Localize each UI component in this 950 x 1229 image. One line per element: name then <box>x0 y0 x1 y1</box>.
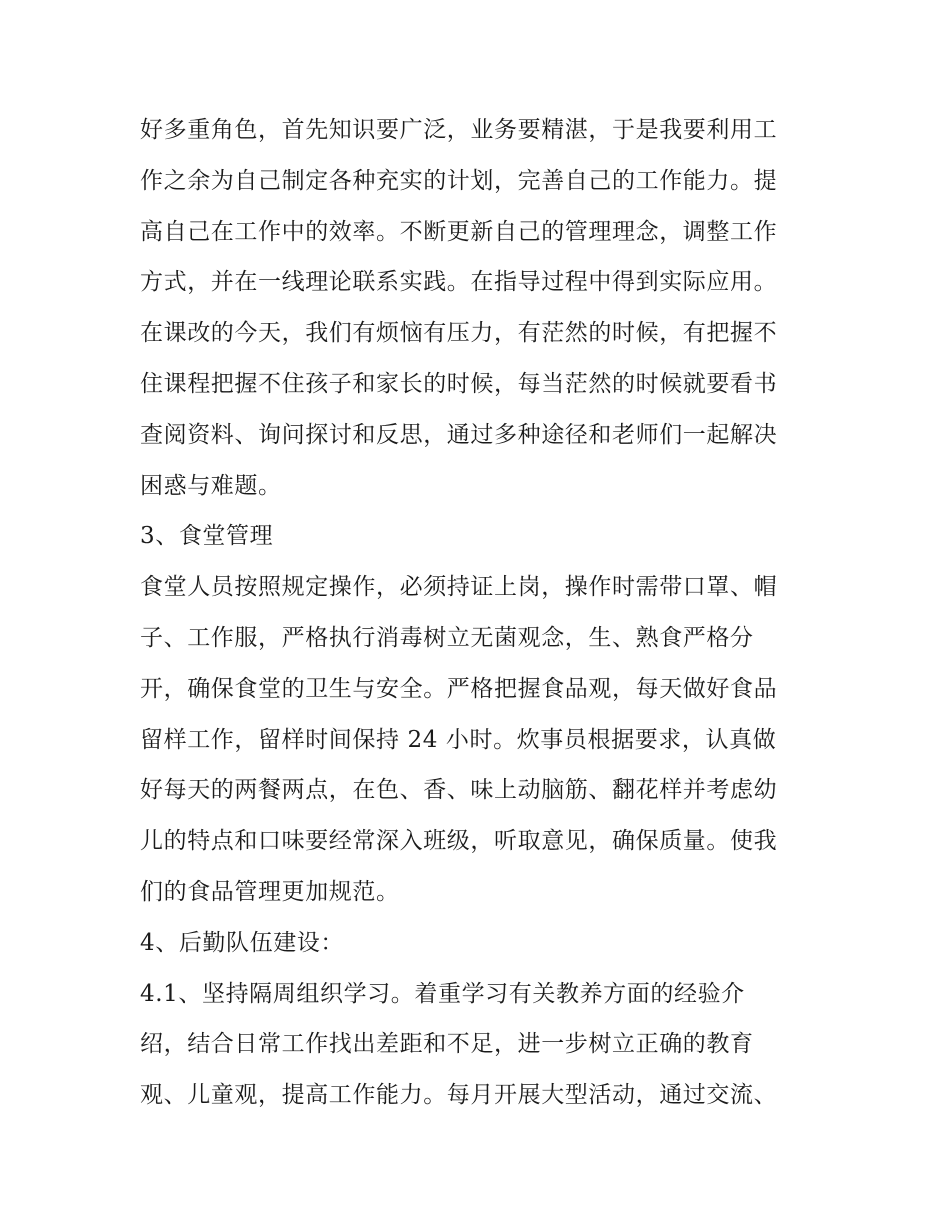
paragraph-line: 留样工作，留样时间保持 24 小时。炊事员根据要求，认真做 <box>140 726 777 753</box>
paragraph-line: 好多重角色，首先知识要广泛，业务要精湛，于是我要利用工 <box>140 117 778 143</box>
paragraph-line: 们的食品管理更加规范。 <box>140 878 400 905</box>
paragraph-line: 在课改的今天，我们有烦恼有压力，有茫然的时候，有把握不 <box>140 320 778 347</box>
paragraph-line: 高自己在工作中的效率。不断更新自己的管理理念，调整工作 <box>140 218 778 245</box>
paragraph-line: 查阅资料、询问探讨和反思，通过多种途径和老师们一起解决 <box>140 421 778 448</box>
paragraph-line: 困惑与难题。 <box>140 472 282 499</box>
paragraph-line: 观、儿童观，提高工作能力。每月开展大型活动，通过交流、 <box>140 1082 778 1109</box>
paragraph-line: 儿的特点和口味要经常深入班级，听取意见，确保质量。使我 <box>140 828 778 855</box>
paragraph-line: 好每天的两餐两点，在色、香、味上动脑筋、翻花样并考虑幼 <box>140 777 778 804</box>
section-heading: 4、后勤队伍建设： <box>140 929 345 956</box>
document-body <box>140 105 820 1121</box>
section-heading: 3、食堂管理 <box>140 523 274 550</box>
paragraph-line: 开，确保食堂的卫生与安全。严格把握食品观，每天做好食品 <box>140 675 778 702</box>
paragraph-line: 作之余为自己制定各种充实的计划，完善自己的工作能力。提 <box>140 167 778 194</box>
paragraph-line: 食堂人员按照规定操作，必须持证上岗，操作时需带口罩、帽 <box>140 574 778 601</box>
paragraph-line: 绍，结合日常工作找出差距和不足，进一步树立正确的教育 <box>140 1031 754 1058</box>
paragraph-line: 子、工作服，严格执行消毒树立无菌观念，生、熟食严格分 <box>140 624 754 651</box>
paragraph-line: 方式，并在一线理论联系实践。在指导过程中得到实际应用。 <box>140 269 778 296</box>
paragraph-line: 4.1、坚持隔周组织学习。着重学习有关教养方面的经验介 <box>140 980 745 1007</box>
paragraph-line: 住课程把握不住孩子和家长的时候，每当茫然的时候就要看书 <box>140 370 778 397</box>
